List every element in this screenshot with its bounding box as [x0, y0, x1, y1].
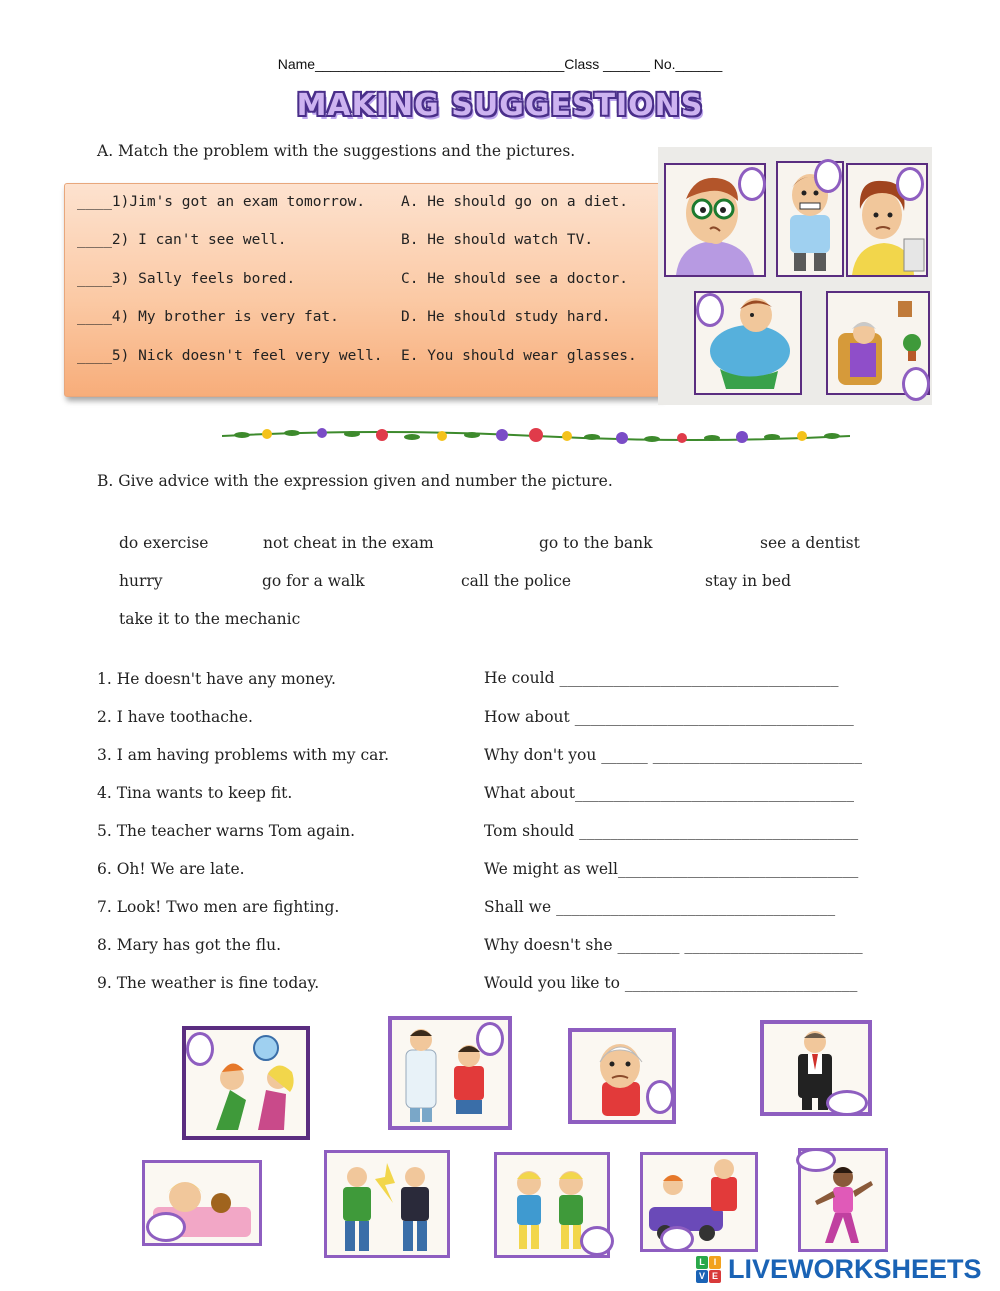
answer-starter: Would you like to — [484, 974, 620, 992]
answer-circle[interactable] — [646, 1080, 674, 1114]
suggestion-b: B. He should watch TV. — [401, 232, 594, 248]
word-bank-item: hurry — [119, 572, 163, 590]
badge-letter: V — [696, 1270, 708, 1283]
answer-starter: Why don't you — [484, 746, 597, 764]
answer-starter: Shall we — [484, 898, 552, 916]
answer-blank[interactable]: ______________________________ — [624, 974, 858, 992]
word-bank-item: not cheat in the exam — [263, 534, 434, 552]
sentence-8: 8. Mary has got the flu. — [97, 936, 281, 954]
liveworksheets-wordmark: LIVEWORKSHEETS — [728, 1254, 982, 1284]
answer-circle[interactable] — [186, 1032, 214, 1066]
liveworksheets-badge-icon — [696, 1256, 722, 1284]
badge-letter: E — [709, 1270, 721, 1283]
sentence-4: 4. Tina wants to keep fit. — [97, 784, 293, 802]
answer-blank[interactable]: ______ ___________________________ — [601, 746, 862, 764]
answer-line-2[interactable] — [484, 708, 854, 726]
answer-starter: He could — [484, 669, 555, 687]
word-bank-item: see a dentist — [760, 534, 860, 552]
suggestion-a: A. He should go on a diet. — [401, 194, 628, 210]
answer-circle[interactable] — [896, 167, 924, 201]
answer-line-8[interactable] — [484, 936, 863, 954]
answer-circle[interactable] — [580, 1226, 614, 1256]
name-class-number-line[interactable]: Name________________________________Class ______ No.______ — [277, 56, 723, 72]
answer-starter: Why doesn't she — [484, 936, 613, 954]
answer-circle[interactable] — [696, 293, 724, 327]
answer-line-5[interactable] — [484, 822, 858, 840]
answer-line-4[interactable] — [484, 784, 854, 802]
problem-3[interactable]: ____3) Sally feels bored. — [77, 271, 296, 287]
word-bank-item: do exercise — [119, 534, 209, 552]
word-bank-item: go to the bank — [539, 534, 653, 552]
answer-blank[interactable]: ____________________________________ — [574, 708, 854, 726]
answer-circle[interactable] — [476, 1022, 504, 1056]
picture-men-fighting — [324, 1150, 450, 1258]
word-bank-item: call the police — [461, 572, 572, 590]
answer-line-7[interactable] — [484, 898, 835, 916]
answer-blank[interactable]: ____________________________________ — [556, 898, 836, 916]
answer-starter: Tom should — [484, 822, 575, 840]
answer-starter: How about — [484, 708, 570, 726]
answer-blank[interactable]: ____________________________________ — [559, 669, 839, 687]
word-bank-item: stay in bed — [705, 572, 791, 590]
answer-blank[interactable]: ________ _______________________ — [617, 936, 863, 954]
problem-4[interactable]: ____4) My brother is very fat. — [77, 309, 339, 325]
problem-5[interactable]: ____5) Nick doesn't feel very well. — [77, 348, 383, 364]
answer-circle[interactable] — [796, 1148, 836, 1172]
sentence-5: 5. The teacher warns Tom again. — [97, 822, 356, 840]
word-bank-item: go for a walk — [262, 572, 365, 590]
sentence-6: 6. Oh! We are late. — [97, 860, 245, 878]
word-bank-item: take it to the mechanic — [119, 610, 301, 628]
problem-1[interactable]: ____1)Jim's got an exam tomorrow. — [77, 194, 366, 210]
answer-blank[interactable]: ____________________________________ — [579, 822, 859, 840]
sentence-3: 3. I am having problems with my car. — [97, 746, 389, 764]
flower-divider — [222, 424, 850, 446]
answer-starter: We might as well — [484, 860, 618, 878]
answer-circle[interactable] — [826, 1090, 868, 1116]
answer-circle[interactable] — [660, 1226, 694, 1252]
worksheet-title: MAKING SUGGESTIONS — [296, 88, 704, 123]
suggestion-c: C. He should see a doctor. — [401, 271, 628, 287]
matching-box — [64, 183, 662, 397]
liveworksheets-logo[interactable] — [696, 1252, 996, 1286]
badge-letter: L — [696, 1256, 708, 1269]
men-fighting-illustration — [327, 1153, 447, 1255]
sentence-2: 2. I have toothache. — [97, 708, 253, 726]
sentence-1: 1. He doesn't have any money. — [97, 670, 336, 688]
answer-starter: What about — [484, 784, 576, 802]
answer-line-9[interactable] — [484, 974, 857, 992]
badge-letter: I — [709, 1256, 721, 1269]
sentence-7: 7. Look! Two men are fighting. — [97, 898, 340, 916]
answer-circle[interactable] — [146, 1212, 186, 1242]
section-a-picture-panel — [658, 147, 932, 405]
answer-line-1[interactable] — [484, 669, 838, 687]
sentence-9: 9. The weather is fine today. — [97, 974, 320, 992]
answer-circle[interactable] — [902, 367, 930, 401]
suggestion-d: D. He should study hard. — [401, 309, 611, 325]
answer-blank[interactable]: ____________________________________ — [575, 784, 855, 802]
answer-circle[interactable] — [814, 159, 842, 193]
suggestion-e: E. You should wear glasses. — [401, 348, 637, 364]
answer-line-6[interactable] — [484, 860, 858, 878]
answer-line-3[interactable] — [484, 746, 862, 764]
section-b-instruction: B. Give advice with the expression given and number the picture. — [97, 472, 613, 490]
answer-circle[interactable] — [738, 167, 766, 201]
picture-broken-car — [640, 1152, 758, 1252]
problem-2[interactable]: ____2) I can't see well. — [77, 232, 287, 248]
section-a-instruction: A. Match the problem with the suggestions and the pictures. — [97, 142, 576, 160]
answer-blank[interactable]: _______________________________ — [617, 860, 859, 878]
